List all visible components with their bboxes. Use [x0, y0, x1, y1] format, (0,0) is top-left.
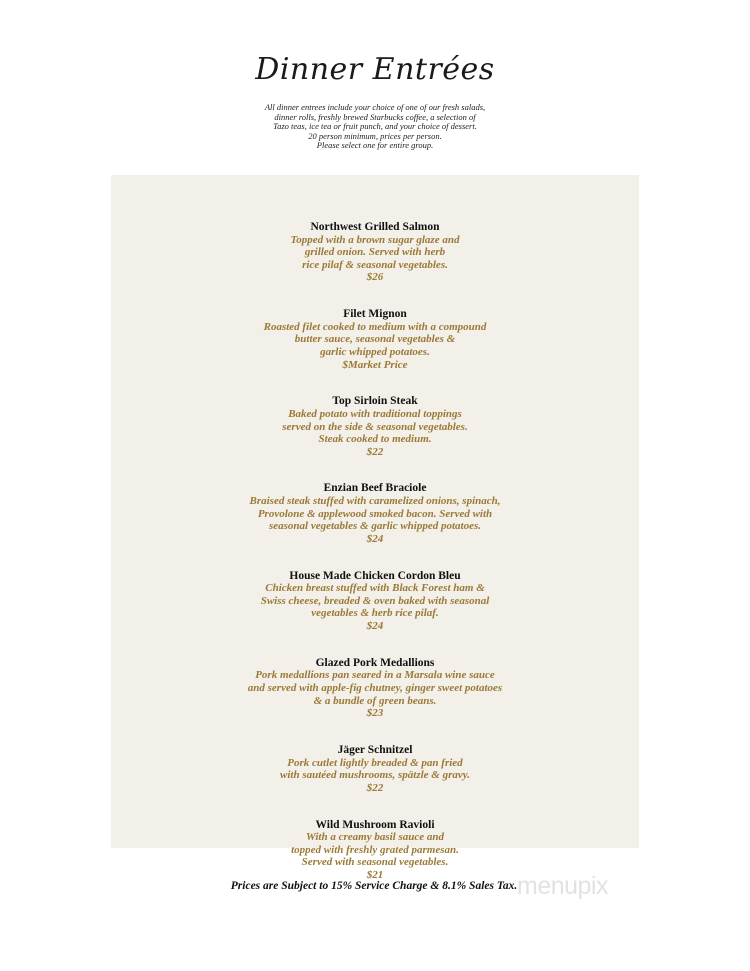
item-desc-line: Swiss cheese, breaded & oven baked with seasonal [260, 594, 490, 607]
item-price: $22 [366, 781, 384, 794]
item-desc-line: with sautéed mushrooms, spätzle & gravy. [280, 769, 470, 782]
item-price: $21 [366, 868, 384, 881]
item-desc-line: Steak cooked to medium. [318, 433, 432, 446]
item-description [111, 234, 639, 272]
menu-list [111, 221, 639, 906]
item-desc-line: grilled onion. Served with herb [304, 246, 446, 259]
item-desc-line: served on the side & seasonal vegetables. [282, 420, 468, 433]
item-price: $26 [366, 271, 384, 284]
item-price: $24 [366, 620, 384, 632]
menu-item [111, 482, 639, 545]
item-name: Jäger Schnitzel [337, 743, 413, 756]
menu-panel [111, 175, 639, 881]
item-price: $23 [366, 707, 384, 720]
item-description [111, 582, 639, 620]
intro-text [0, 103, 750, 151]
menu-item [111, 308, 639, 371]
item-name: Northwest Grilled Salmon [310, 221, 440, 233]
watermark-logo: menupix [517, 872, 608, 900]
item-name: Enzian Beef Braciole [323, 482, 427, 495]
item-description [111, 408, 639, 446]
item-desc-line: Served with seasonal vegetables. [301, 856, 449, 869]
item-desc-line: topped with freshly grated parmesan. [291, 843, 459, 856]
page-title: Dinner Entrées [255, 52, 495, 87]
item-desc-line: With a creamy basil sauce and [305, 831, 444, 844]
item-name: House Made Chicken Cordon Bleu [289, 569, 461, 582]
item-description [111, 321, 639, 359]
menu-item [111, 570, 639, 633]
footer-note [0, 880, 750, 892]
menu-item [111, 221, 639, 284]
item-desc-line: Chicken breast stuffed with Black Forest ham & [265, 582, 485, 595]
item-desc-line: butter sauce, seasonal vegetables & [294, 333, 456, 346]
item-price: $22 [366, 445, 384, 458]
item-name: Glazed Pork Medallions [315, 656, 435, 669]
item-desc-line: Roasted filet cooked to medium with a compound [263, 320, 487, 333]
menu-item [111, 657, 639, 720]
intro-line: dinner rolls, freshly brewed Starbucks coffee, a selection of [274, 111, 476, 122]
item-description [111, 669, 639, 707]
item-desc-line: & a bundle of green beans. [313, 694, 437, 707]
item-desc-line: rice pilaf & seasonal vegetables. [302, 258, 448, 271]
item-desc-line: vegetables & herb rice pilaf. [311, 607, 439, 620]
menu-item [111, 395, 639, 458]
item-desc-line: Pork cutlet lightly breaded & pan fried [287, 756, 463, 769]
item-description [111, 757, 639, 782]
item-name: Filet Mignon [343, 308, 407, 321]
item-desc-line: Baked potato with traditional toppings [288, 407, 462, 420]
item-price: $Market Price [342, 358, 408, 371]
intro-line: Tazo teas, ice tea or fruit punch, and your choice of dessert. [273, 121, 477, 132]
intro-line: All dinner entrees include your choice of one of our fresh salads, [264, 102, 486, 112]
intro-line: Please select one for entire group. [316, 140, 434, 151]
item-desc-line: Pork medallions pan seared in a Marsala wine sauce [255, 669, 495, 682]
item-desc-line: Topped with a brown sugar glaze and [290, 233, 460, 246]
service-charge-note: Prices are Subject to 15% Service Charge & 8.1% Sales Tax. [230, 880, 518, 892]
intro-line: 20 person minimum, prices per person. [308, 130, 442, 141]
item-description [111, 831, 639, 869]
item-name: Wild Mushroom Ravioli [315, 818, 435, 831]
item-desc-line: Provolone & applewood smoked bacon. Served with [257, 507, 493, 520]
item-desc-line: and served with apple-fig chutney, ginger sweet potatoes [247, 681, 503, 694]
item-price: $24 [366, 532, 384, 545]
item-desc-line: Braised steak stuffed with caramelized onions, spinach, [249, 495, 501, 508]
item-desc-line: seasonal vegetables & garlic whipped potatoes. [268, 520, 482, 533]
item-desc-line: garlic whipped potatoes. [320, 345, 430, 358]
item-description [111, 495, 639, 533]
item-name: Top Sirloin Steak [332, 395, 418, 408]
menu-item [111, 744, 639, 794]
